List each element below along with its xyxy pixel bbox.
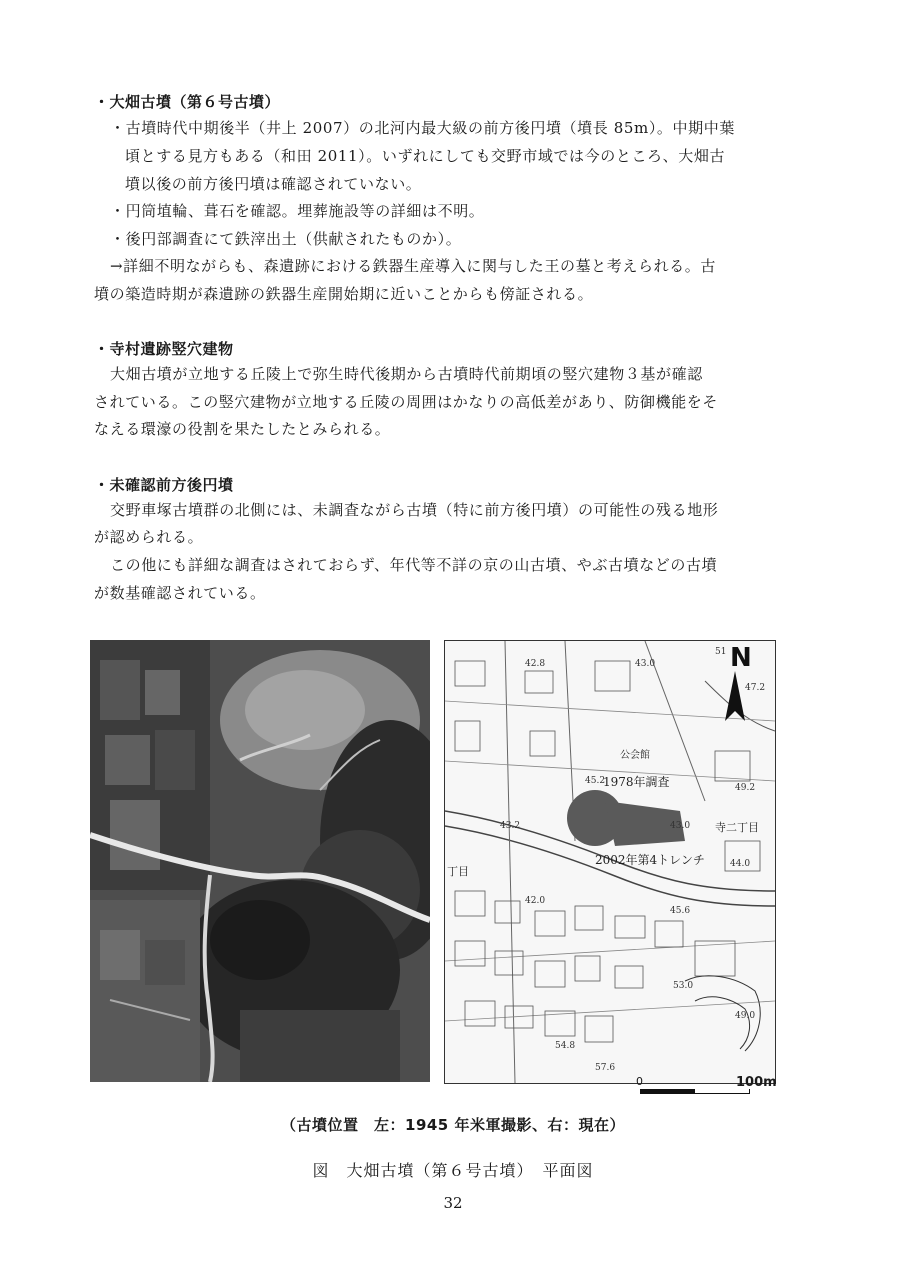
body-line: 大畑古墳が立地する丘陵上で弥生時代後期から古墳時代前期頃の竪穴建物３基が確認 [110, 365, 703, 383]
figure-caption: 図 大畑古墳（第６号古墳） 平面図 [312, 1161, 594, 1180]
aerial-photo-1945 [90, 640, 430, 1082]
section-heading-teramura: ・寺村遺跡竪穴建物 [94, 340, 234, 358]
map-label-chome: 丁目 [447, 865, 469, 878]
map-elev-label: 57.6 [595, 1063, 616, 1073]
map-elev-label: 43.0 [670, 821, 691, 831]
body-line: されている。この竪穴建物が立地する丘陵の周囲はかなりの高低差があり、防御機能をそ [94, 393, 719, 411]
map-elev-label: 43.2 [500, 821, 521, 831]
scale-zero-label: 0 [636, 1075, 643, 1088]
map-elev-label: 43.0 [635, 659, 656, 669]
map-elev-label: 47.2 [745, 683, 766, 693]
body-line: が認められる。 [94, 528, 204, 546]
body-line: 墳の築造時期が森遺跡の鉄器生産開始期に近いことからも傍証される。 [94, 285, 594, 303]
scale-bar-line [640, 1089, 750, 1094]
body-line: なえる環濠の役割を果たしたとみられる。 [94, 420, 391, 438]
section-heading-ohata-kofun: ・大畑古墳（第６号古墳） [94, 93, 281, 111]
present-day-map [444, 640, 776, 1084]
page-number: 32 [443, 1194, 463, 1212]
map-label-1978-survey: 1978年調査 [603, 775, 670, 789]
figure-subcaption: （古墳位置 左：1945 年米軍撮影、右：現在） [281, 1116, 625, 1134]
map-elev-label: 49.0 [735, 1011, 756, 1021]
scale-100m-label: 100m [736, 1075, 777, 1090]
map-elev-label: 42.8 [525, 659, 546, 669]
map-label-2002-trench: 2002年第4トレンチ [595, 853, 705, 867]
map-elev-label: 45.6 [670, 906, 691, 916]
body-line: 頃とする見方もある（和田 2011）。いずれにしても交野市域では今のところ、大畑古 [125, 147, 726, 165]
body-line: ・古墳時代中期後半（井上 2007）の北河内最大級の前方後円墳（墳長 85m）。中期中葉 [110, 119, 735, 137]
body-line: が数基確認されている。 [94, 584, 266, 602]
section-heading-unconfirmed-kofun: ・未確認前方後円墳 [94, 476, 234, 494]
body-line: ・円筒埴輪、葺石を確認。埋葬施設等の詳細は不明。 [110, 202, 485, 220]
map-elev-label: 53.0 [673, 981, 694, 991]
map-label-teramura: 寺二丁目 [715, 821, 759, 834]
map-elev-label: 44.0 [730, 859, 751, 869]
map-elev-label: 51 [715, 647, 727, 657]
map-label-hall: 公会館 [620, 750, 650, 761]
map-elev-label: 42.0 [525, 896, 546, 906]
map-elev-label: 45.2 [585, 776, 606, 786]
map-elev-label: 54.8 [555, 1041, 576, 1051]
map-elev-label: 49.2 [735, 783, 756, 793]
body-line: →詳細不明ながらも、森遺跡における鉄器生産導入に関与した王の墓と考えられる。古 [110, 257, 716, 275]
body-line: 交野車塚古墳群の北側には、未調査ながら古墳（特に前方後円墳）の可能性の残る地形 [110, 501, 719, 519]
body-line: 墳以後の前方後円墳は確認されていない。 [125, 175, 422, 193]
map-north-label: N [730, 643, 752, 673]
aerial-photo-image [90, 640, 430, 1082]
body-line: ・後円部調査にて鉄滓出土（供献されたものか）。 [110, 230, 462, 248]
body-line: この他にも詳細な調査はされておらず、年代等不詳の京の山古墳、やぶ古墳などの古墳 [110, 556, 718, 574]
